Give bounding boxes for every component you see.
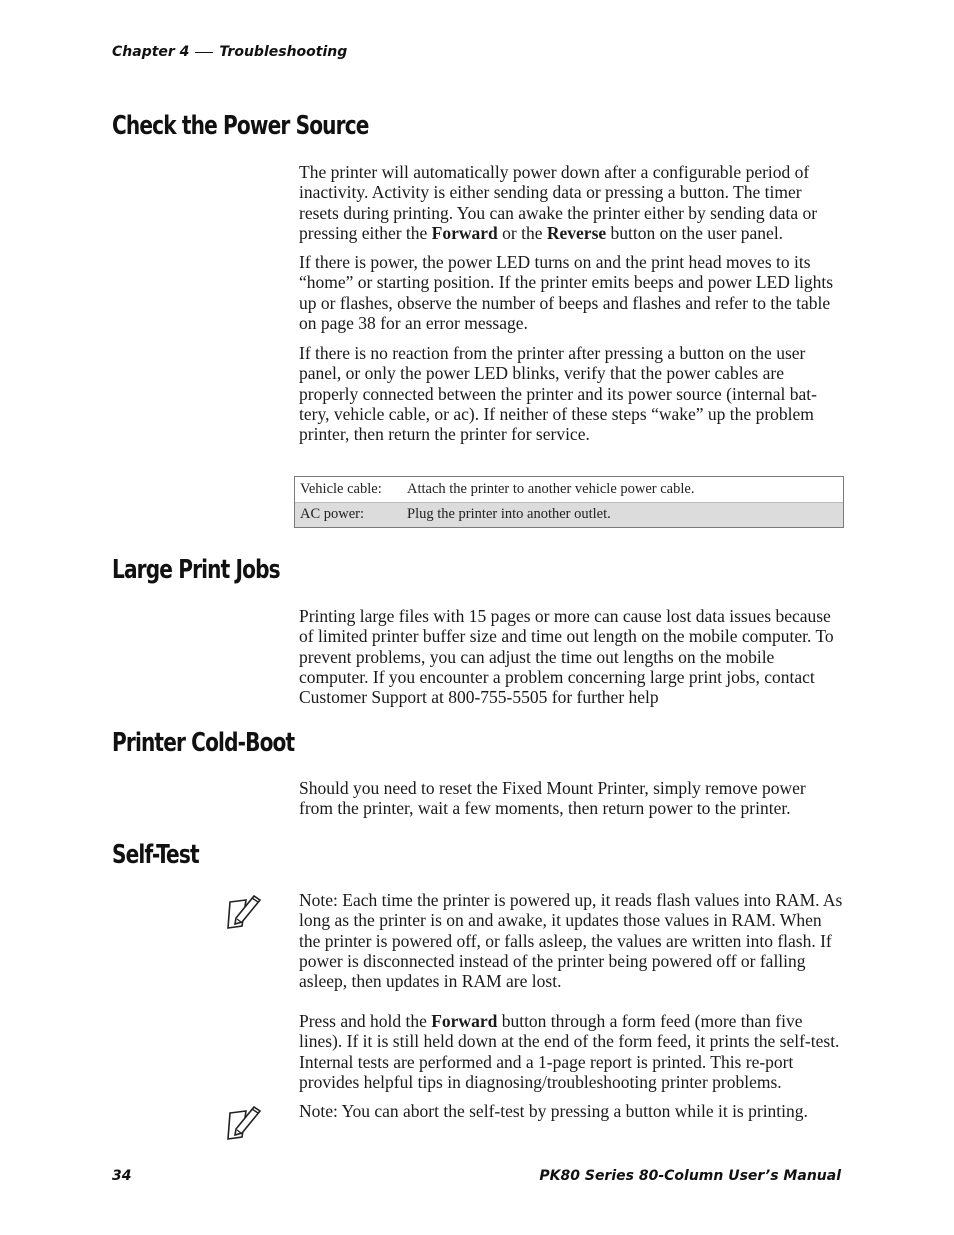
section-title-cold-boot: Printer Cold-Boot — [112, 728, 295, 758]
table-row — [295, 477, 843, 502]
cold-boot-paragraph: Should you need to reset the Fixed Mount Printer, simply remove power from the printer, wait a few moments, then return power to the printer. — [299, 778, 806, 819]
self-test-note-2 — [299, 1101, 844, 1121]
page-number: 34 — [112, 1168, 132, 1184]
power-p1-text-d: button on the user panel. — [606, 222, 784, 243]
self-test-paragraph — [299, 1011, 844, 1092]
note-text: Each time the printer is powered up, it reads flash values into RAM. As long as the printer is on and awake, it updates those values in RAM. When the printer is powered off, or falls asleep, the values are written into flash. If power is disconnected instead of the printer being powered off or falling asleep, then updates in RAM are lost. — [299, 890, 843, 992]
table-cell-label: Vehicle cable: — [300, 480, 382, 497]
section-title-power: Check the Power Source — [112, 111, 369, 141]
power-p1-text-c: or the — [497, 222, 547, 243]
section-title-self-test: Self-Test — [112, 840, 199, 870]
power-source-table — [294, 476, 844, 528]
note-label: Note: — [299, 890, 338, 910]
chapter-label: Chapter 4 — [112, 44, 190, 60]
table-cell-text: Plug the printer into another outlet. — [407, 506, 611, 523]
power-paragraph-1 — [299, 162, 844, 243]
note-label: Note — [299, 1101, 334, 1121]
self-test-note-1 — [299, 890, 844, 991]
running-header — [112, 44, 347, 60]
table-cell-label: AC power: — [300, 506, 365, 523]
power-paragraph-2: If there is power, the power LED turns on and the print head moves to its “home” or starting position. If the printer emits beeps and power LED lights up or flashes, observe the number of beeps and flashes and refer to the table on page 38 for an error message. — [299, 252, 834, 333]
header-dash — [195, 52, 213, 53]
forward-term: Forward — [431, 1011, 498, 1031]
self-test-text-c: button through a form feed (more than five lines). If it is still held down at the end of the form feed, it prints the self-test. Internal tests are performed and a 1-page report is printed. This re-port provides helpful tips in diagnosing/troubleshooting printer problems. — [299, 1011, 840, 1092]
note-pencil-icon — [224, 892, 266, 930]
note-pencil-icon — [224, 1103, 266, 1141]
section-title-large-print: Large Print Jobs — [112, 555, 280, 585]
power-p1-text-a: The printer will automatically power down after a configurable period of inactivity. Activity is either sending data or pressing a button. The timer resets during printing. You can awake the printer either by sending data or pressing either the — [299, 162, 818, 243]
power-paragraph-3: If there is no reaction from the printer after pressing a button on the user panel, or only the power LED blinks, verify that the power cables are properly connected between the printer and its power source (internal bat-tery, vehicle cable, or ac). If neither of these steps “wake” up the problem printer, then return the printer for service. — [299, 343, 817, 445]
chapter-title: Troubleshooting — [219, 44, 348, 60]
forward-term: Forward — [431, 222, 498, 243]
reverse-term: Reverse — [546, 222, 607, 243]
manual-title: PK80 Series 80-Column User’s Manual — [539, 1168, 841, 1184]
note-text: : You can abort the self-test by pressing a button while it is printing. — [333, 1101, 808, 1121]
table-cell-text: Attach the printer to another vehicle power cable. — [407, 480, 695, 497]
large-print-paragraph: Printing large files with 15 pages or more can cause lost data issues because of limited printer buffer size and time out length on the mobile computer. To prevent problems, you can adjust the time out lengths on the mobile computer. If you encounter a problem concerning large print jobs, contact Customer Support at 800-755-5505 for further help — [299, 606, 834, 708]
self-test-text-a: Press and hold the — [299, 1011, 432, 1031]
table-row — [295, 502, 843, 528]
